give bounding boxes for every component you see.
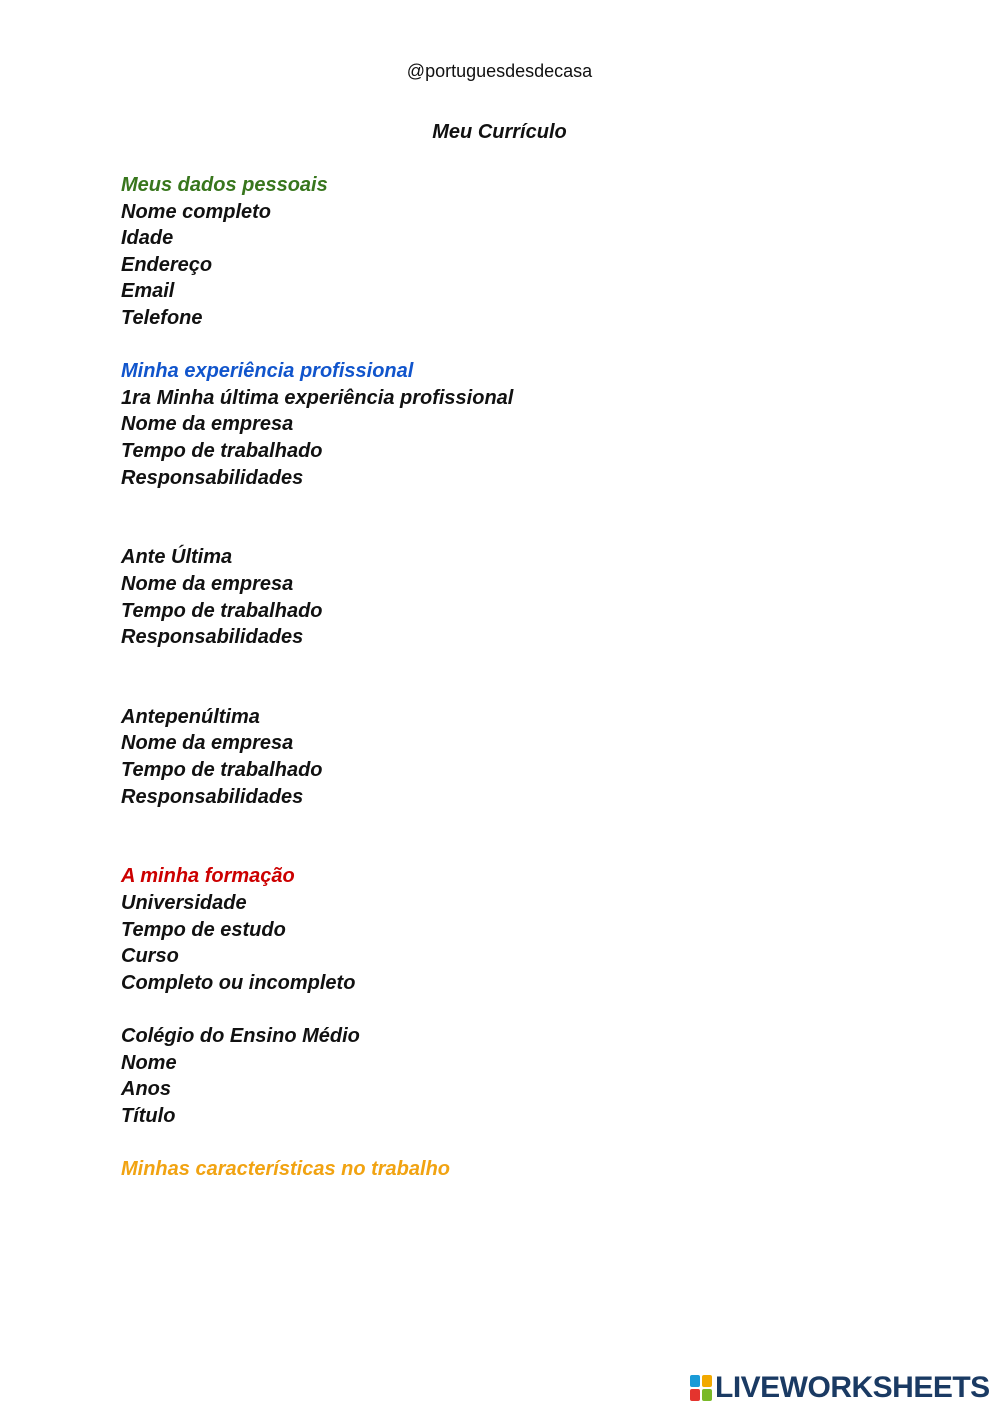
liveworksheets-logo (690, 1372, 990, 1404)
job-responsibilities: Responsabilidades (121, 626, 304, 649)
job-label-last: 1ra Minha última experiência profissional (121, 386, 514, 409)
logo-text: LIVEWORKSHEETS (715, 1371, 990, 1404)
job-label-second-last: Ante Última (121, 546, 233, 569)
personal-item-phone: Telefone (121, 306, 203, 329)
section-heading-education: A minha formação (121, 865, 295, 888)
education-university: Universidade (121, 892, 247, 915)
personal-item-full-name: Nome completo (121, 200, 272, 223)
education-study-time: Tempo de estudo (121, 918, 286, 941)
job-duration: Tempo de trabalhado (121, 439, 323, 462)
job-company-name: Nome da empresa (121, 732, 294, 755)
high-school-label: Colégio do Ensino Médio (121, 1025, 360, 1047)
liveworksheets-mark-icon (690, 1375, 712, 1401)
section-heading-experience: Minha experiência profissional (121, 360, 414, 383)
education-course: Curso (121, 945, 179, 968)
personal-item-email: Email (121, 280, 175, 303)
document-title: Meu Currículo (432, 121, 567, 143)
high-school-title: Título (121, 1104, 176, 1127)
author-handle: @portuguesdesdecasa (406, 61, 593, 81)
job-responsibilities: Responsabilidades (121, 785, 304, 808)
job-company-name: Nome da empresa (121, 572, 294, 595)
personal-item-address: Endereço (121, 253, 213, 276)
personal-item-age: Idade (121, 227, 174, 250)
job-responsibilities: Responsabilidades (121, 466, 304, 489)
job-company-name: Nome da empresa (121, 413, 294, 436)
job-duration: Tempo de trabalhado (121, 759, 323, 782)
section-heading-personal: Meus dados pessoais (121, 174, 328, 196)
section-heading-characteristics: Minhas características no trabalho (121, 1157, 451, 1180)
education-completion: Completo ou incompleto (121, 971, 356, 994)
high-school-years: Anos (121, 1078, 171, 1101)
job-duration: Tempo de trabalhado (121, 599, 323, 622)
high-school-name: Nome (121, 1051, 177, 1074)
resume-body (121, 172, 881, 1183)
job-label-third-last: Antepenúltima (121, 705, 260, 728)
